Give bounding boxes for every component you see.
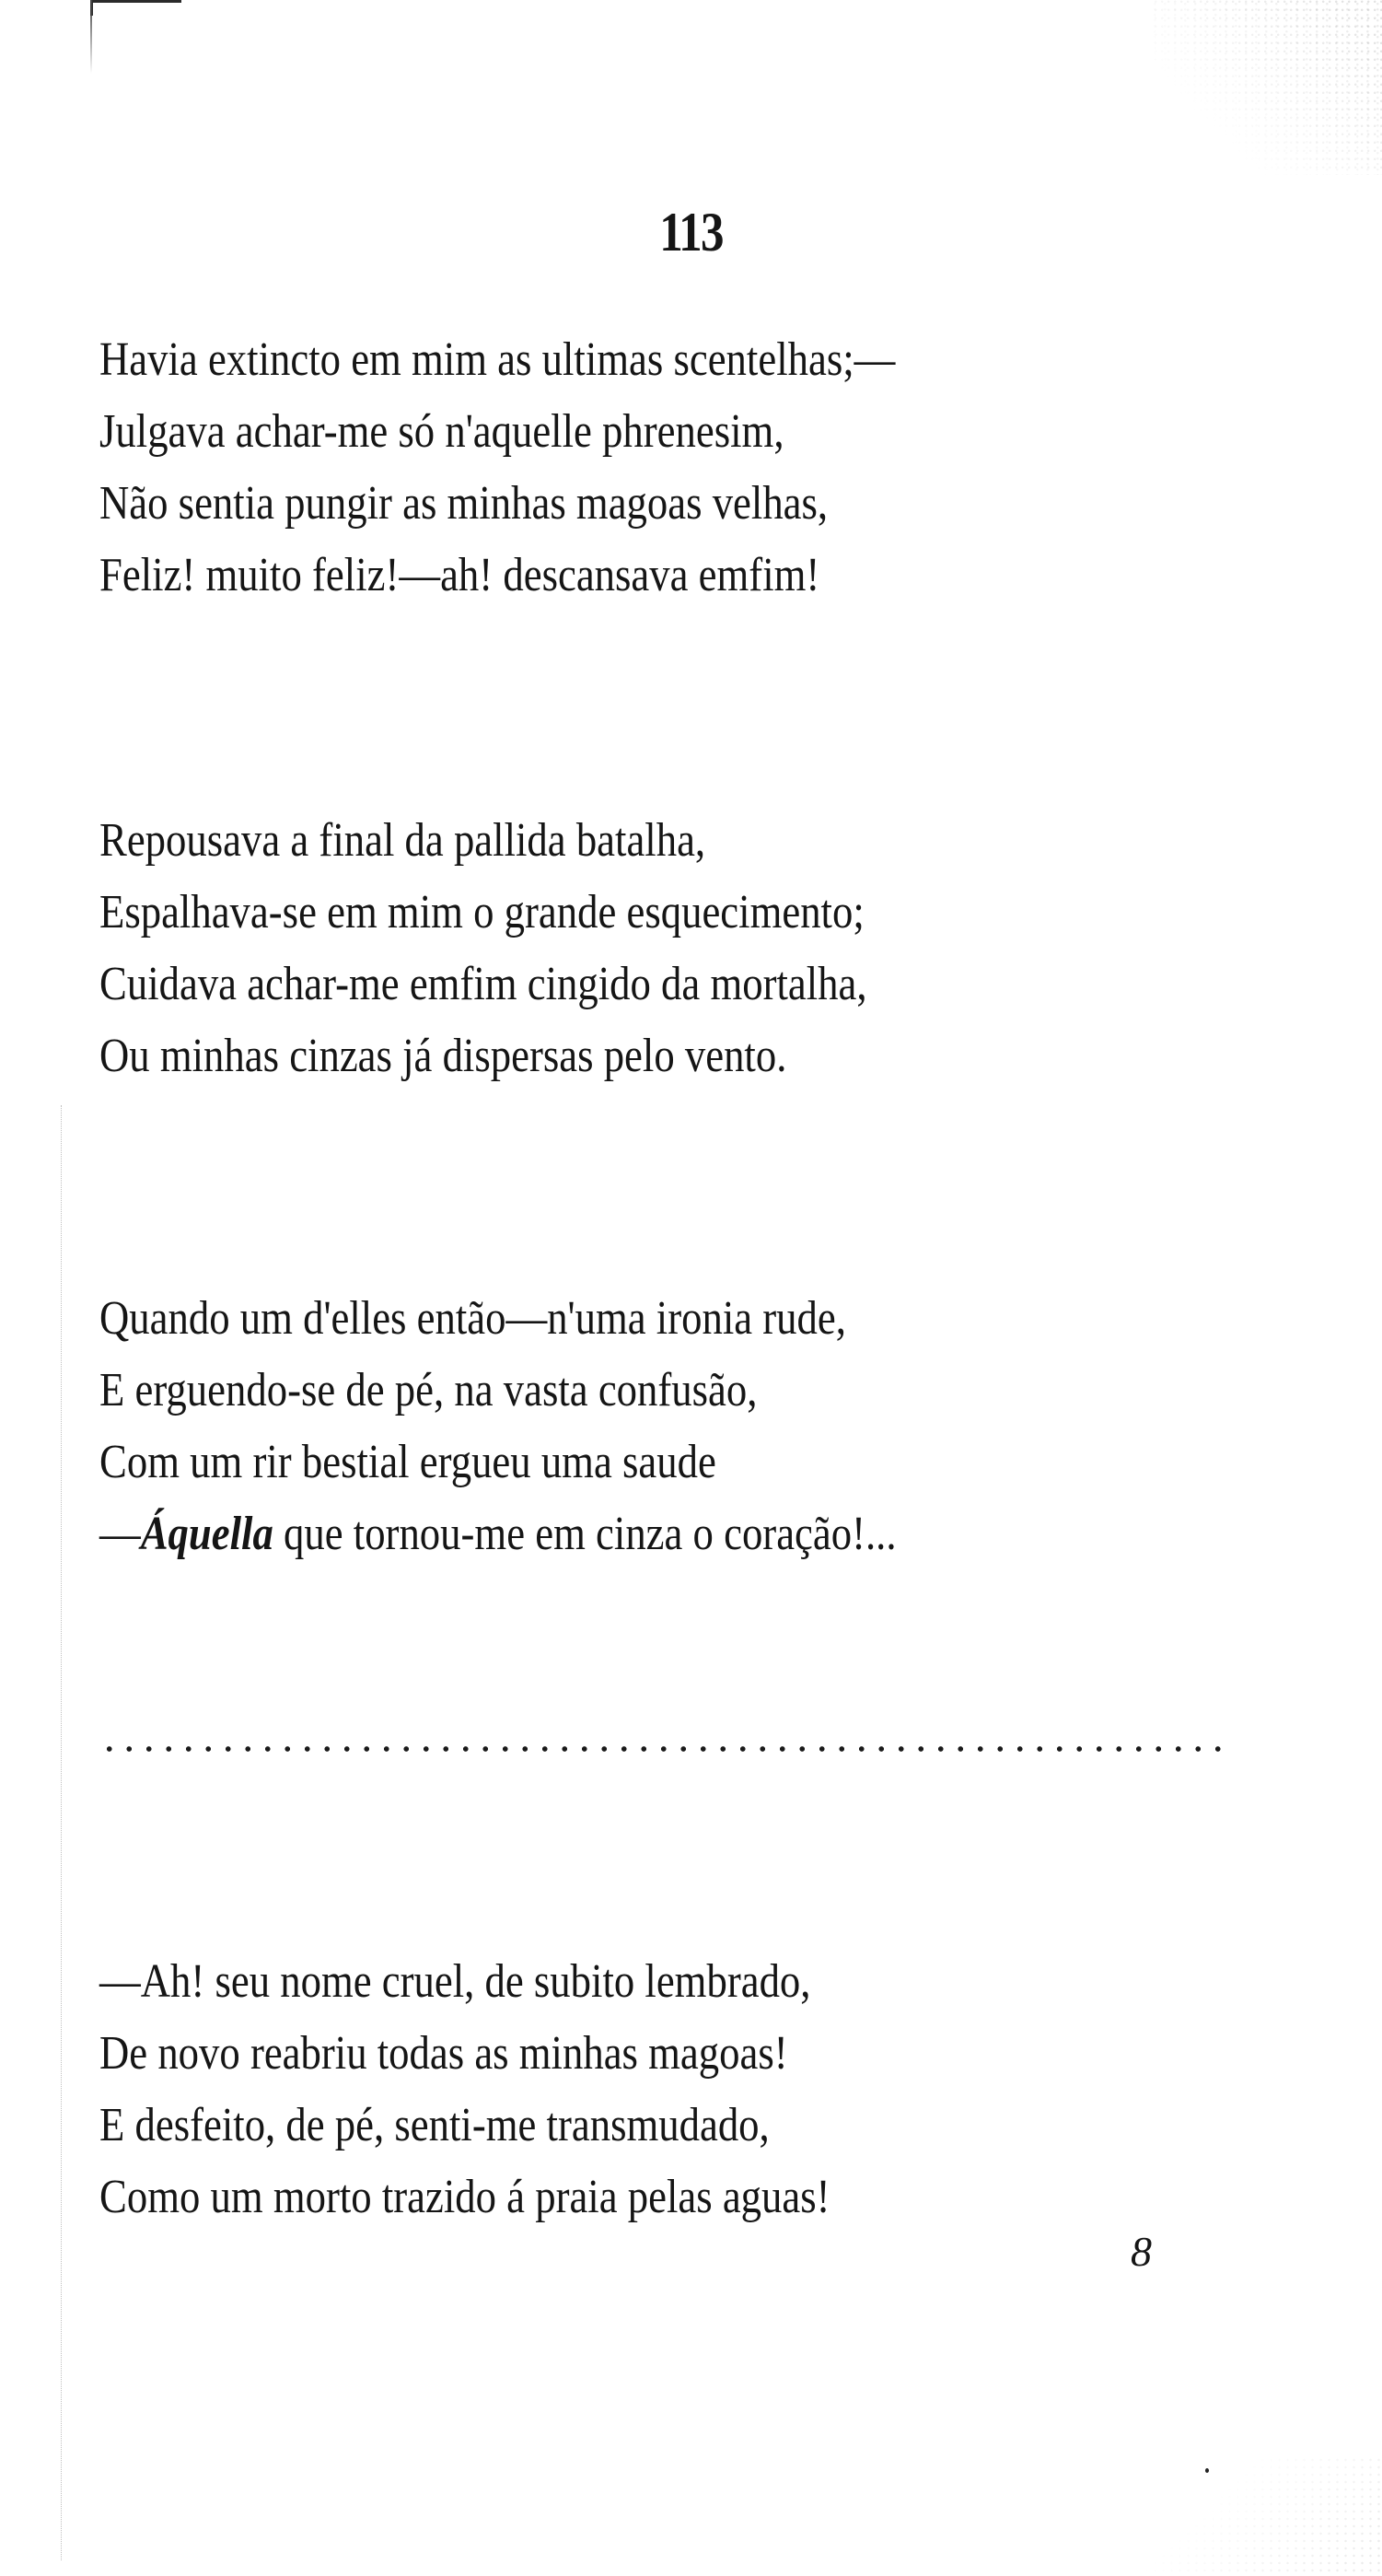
verse-line: Espalhava-se em mim o grande esquecimento; <box>99 886 865 938</box>
page-number: 113 <box>659 202 723 262</box>
page-corner-rule <box>90 0 181 16</box>
stanza-1 <box>99 324 1025 612</box>
verse-line: Com um rir bestial ergueu uma saude <box>99 1436 716 1488</box>
verse-line: E desfeito, de pé, senti-me transmudado, <box>99 2099 770 2151</box>
verse-line: Ou minhas cinzas já dispersas pelo vento. <box>99 1030 787 1082</box>
stanza-4 <box>99 1946 949 2233</box>
stanza-3 <box>99 1283 1026 1570</box>
verse-emphasis: Áquella <box>140 1508 273 1560</box>
dotted-separator <box>99 1743 1232 1754</box>
verse-rest: que tornou-me em cinza o coração!... <box>273 1508 897 1560</box>
scan-noise-top <box>1152 0 1382 175</box>
verse-line: Julgava achar-me só n'aquelle phrenesim, <box>99 405 784 458</box>
verse-line: Feliz! muito feliz!—ah! descansava emfim! <box>99 549 820 601</box>
stanza-2 <box>99 805 992 1092</box>
verse-line: E erguendo-se de pé, na vasta confusão, <box>99 1364 758 1416</box>
verse-line: Havia extincto em mim as ultimas scentelhas;— <box>99 333 896 386</box>
stray-ink-dot <box>1205 2468 1209 2473</box>
verse-line: Repousava a final da pallida batalha, <box>99 814 706 867</box>
scan-noise-bottom <box>1143 2456 1382 2576</box>
verse-line: De novo reabriu todas as minhas magoas! <box>99 2027 788 2080</box>
verse-line: Como um morto trazido á praia pelas aguas! <box>99 2171 830 2223</box>
verse-line: Quando um d'elles então—n'uma ironia rude, <box>99 1292 846 1345</box>
scan-edge-dots <box>61 1105 63 2560</box>
verse-line: —Ah! seu nome cruel, de subito lembrado, <box>99 1955 811 2008</box>
verse-line: Não sentia pungir as minhas magoas velhas, <box>99 477 829 530</box>
verse-line: Cuidava achar-me emfim cingido da mortalha, <box>99 958 867 1010</box>
verse-dash: — <box>99 1508 141 1560</box>
signature-mark: 8 <box>1131 2228 1152 2275</box>
verse-line-emphasized <box>99 1498 897 1570</box>
page-edge-shadow <box>90 0 92 74</box>
